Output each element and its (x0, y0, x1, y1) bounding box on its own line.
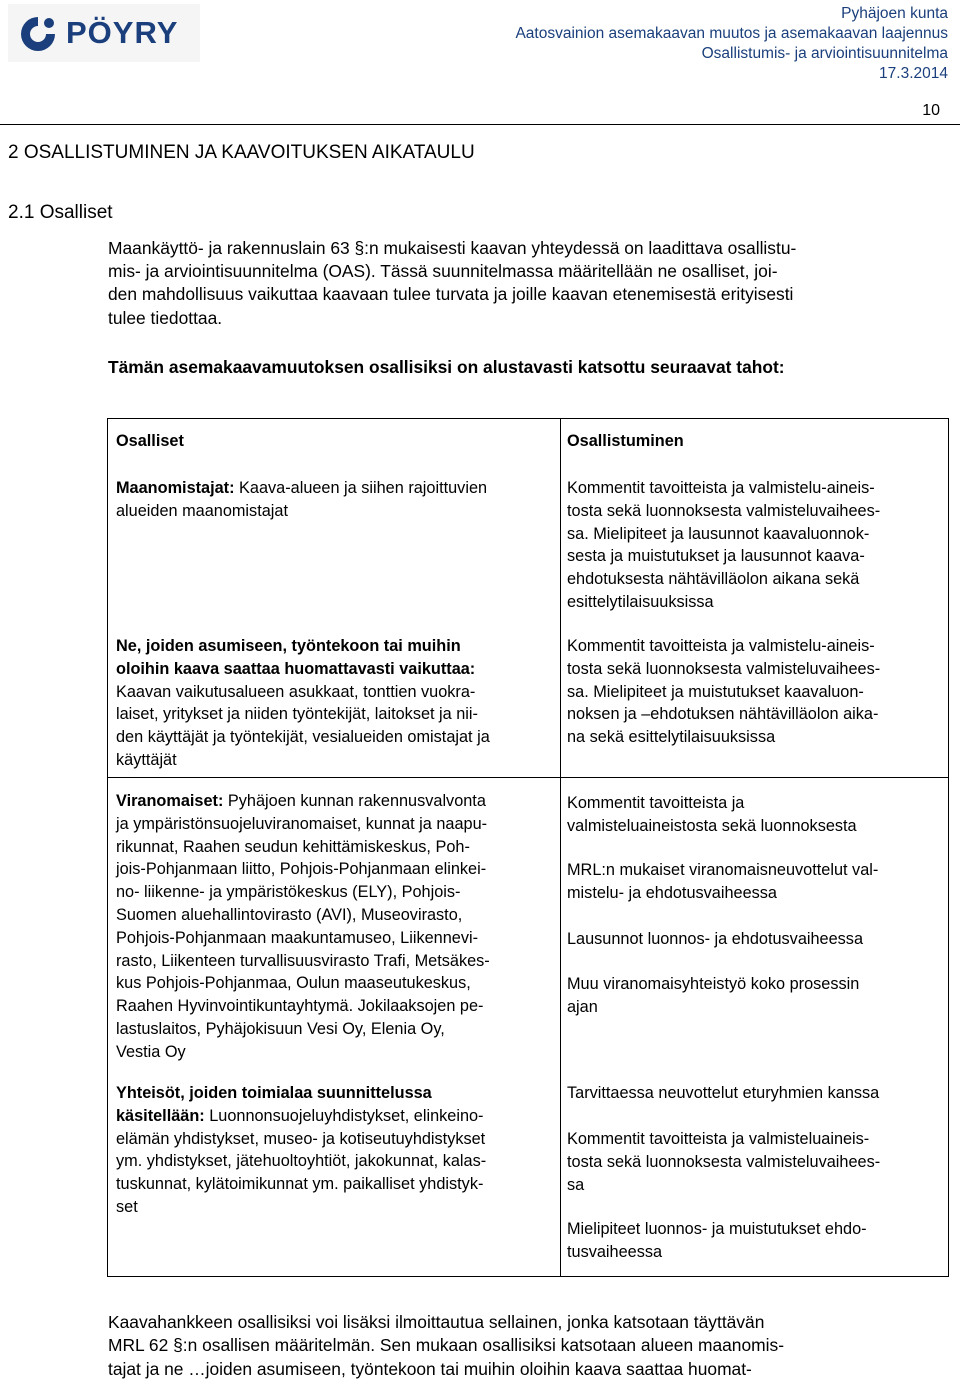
section-heading: 2 OSALLISTUMINEN JA KAAVOITUKSEN AIKATAULU (8, 142, 475, 163)
intro-line: den mahdollisuus vaikuttaa kaavaan tulee turvata ja joille kaavan etenemisestä erityisesti (108, 284, 794, 305)
row-text: tusvaiheessa (567, 1242, 663, 1261)
row-text: sa. Mielipiteet ja lausunnot kaavaluonnok- (567, 524, 870, 543)
row-text: ehdotuksesta nähtävilläolon aikana sekä (567, 570, 860, 589)
row-text: jois-Pohjanmaan liitto, Pohjois-Pohjanmaan elinkei- (116, 860, 487, 879)
row-text: Raahen Hyvinvointikuntayhtymä. Jokilaaksojen pe- (116, 997, 484, 1016)
row-text: alueiden maanomistajat (116, 501, 288, 520)
row-text: tosta sekä luonnoksesta valmisteluvaihees- (567, 501, 881, 520)
row-text: den käyttäjät ja työntekijät, vesialueiden omistajat ja (116, 728, 490, 747)
row-text: tosta sekä luonnoksesta valmisteluvaihees- (567, 659, 881, 678)
row-affected-participation (567, 635, 943, 749)
row-text: esittelytilaisuuksissa (567, 592, 714, 611)
row-text: valmisteluaineistosta sekä luonnoksesta (567, 816, 857, 835)
col-header-osallistuminen: Osallistuminen (567, 432, 684, 450)
column-divider (560, 778, 561, 1276)
row-label: Ne, joiden asumiseen, työntekoon tai muihin (116, 637, 461, 655)
row-text: rikunnat, Raahen seudun kehittämiskeskus, Poh- (116, 837, 470, 856)
row-text: Pyhäjoen kunnan rakennusvalvonta (223, 792, 486, 810)
row-text: na sekä esittelytilaisuuksissa (567, 728, 776, 747)
row-landowners-parties (116, 477, 554, 523)
logo-wordmark: PÖYRY (66, 15, 179, 50)
row-text: ym. yhdistykset, jätehuoltoyhtiöt, jakokunnat, kalas- (116, 1152, 487, 1171)
row-communities-participation-c (567, 1218, 943, 1264)
row-text: lastuslaitos, Pyhäjokisuun Vesi Oy, Elenia Oy, (116, 1019, 445, 1038)
header-project: Aatosvainion asemakaavan muutos ja asemakaavan laajennus (515, 25, 948, 42)
row-text: Tarvittaessa neuvottelut eturyhmien kanssa (567, 1084, 880, 1102)
row-text: elämän yhdistykset, museo- ja kotiseutuyhdistykset (116, 1129, 486, 1148)
row-authorities-participation-c (567, 928, 943, 951)
row-label: käsitellään: (116, 1106, 205, 1125)
row-text: set (116, 1197, 138, 1216)
row-text: Kommentit tavoitteista ja (567, 794, 745, 812)
col-header-osalliset: Osalliset (116, 432, 184, 450)
intro-line: Maankäyttö- ja rakennuslain 63 §:n mukaisesti kaavan yhteydessä on laadittava osallistu- (108, 238, 797, 258)
row-text: Muu viranomaisyhteistyö koko prosessin (567, 975, 860, 993)
column-divider (560, 419, 561, 778)
row-text: noksen ja –ehdotuksen nähtävilläolon aika- (567, 705, 879, 724)
poyry-logo-mark-icon (16, 15, 60, 53)
subsection-heading: 2.1 Osalliset (8, 202, 113, 223)
lead-sentence: Tämän asemakaavamuutoksen osallisiksi on alustavasti katsottu seuraavat tahot: (108, 357, 785, 377)
row-text: Luonnonsuojeluyhdistykset, elinkeino- (204, 1106, 484, 1125)
page-number: 10 (922, 102, 940, 119)
row-text: Lausunnot luonnos- ja ehdotusvaiheessa (567, 930, 863, 948)
intro-line: mis- ja arviointisuunnitelma (OAS). Tässä suunnitelmassa määritellään ne osalliset, joi- (108, 261, 778, 282)
row-text: Kaavan vaikutusalueen asukkaat, tonttien vuokra- (116, 682, 476, 701)
row-divider (108, 777, 948, 778)
row-authorities-parties (116, 790, 554, 1064)
row-text: kus Pohjois-Pohjanmaa, Oulun maaseutukeskus, (116, 974, 471, 993)
row-text: tosta sekä luonnoksesta valmisteluvaihees- (567, 1152, 881, 1171)
row-communities-participation-a (567, 1082, 943, 1105)
row-text: rasto, Liikenteen turvallisuusvirasto Trafi, Metsäkes- (116, 951, 490, 970)
row-text: Kaava-alueen ja siihen rajoittuvien (234, 479, 488, 497)
row-text: käyttäjät (116, 750, 177, 769)
footer-line: Kaavahankkeen osallisiksi voi lisäksi ilmoittautua sellainen, jonka katsotaan täyttävän (108, 1312, 765, 1332)
header-divider (0, 124, 960, 125)
row-authorities-participation-d (567, 973, 943, 1019)
row-text: ajan (567, 997, 598, 1016)
row-text: mistelu- ja ehdotusvaiheessa (567, 883, 777, 902)
row-text: sa. Mielipiteet ja muistutukset kaavaluon- (567, 682, 864, 701)
footer-line: tajat ja ne …joiden asumiseen, työntekoon tai muihin oloihin kaava saattaa huomat- (108, 1358, 752, 1379)
intro-line: tulee tiedottaa. (108, 307, 223, 328)
row-label: Yhteisöt, joiden toimialaa suunnittelussa (116, 1084, 432, 1102)
row-text: tuskunnat, kylätoimikunnat ym. paikalliset yhdistyk- (116, 1175, 484, 1194)
row-text: Pohjois-Pohjanmaan maakuntamuseo, Liikennevi- (116, 928, 479, 947)
header-municipality: Pyhäjoen kunta (841, 5, 948, 22)
footer-paragraph (108, 1311, 950, 1381)
row-text: Kommentit tavoitteista ja valmisteluaineis- (567, 1130, 870, 1148)
row-text: sesta ja muistutukset ja lausunnot kaava- (567, 547, 865, 566)
row-text: Kommentit tavoitteista ja valmistelu-aineis- (567, 637, 875, 655)
row-text: no- liikenne- ja ympäristökeskus (ELY), Pohjois- (116, 883, 461, 902)
row-landowners-participation (567, 477, 943, 614)
row-text: Mielipiteet luonnos- ja muistutukset ehdo- (567, 1220, 867, 1238)
row-label: Maanomistajat: (116, 479, 235, 497)
row-text: Kommentit tavoitteista ja valmistelu-aineis- (567, 479, 875, 497)
row-label: oloihin kaava saattaa huomattavasti vaikuttaa: (116, 659, 476, 678)
row-text: Suomen aluehallintovirasto (AVI), Museovirasto, (116, 905, 463, 924)
stakeholder-table (107, 418, 949, 1277)
row-affected-parties (116, 635, 554, 772)
row-text: laiset, yritykset ja niiden työntekijät, laitokset ja nii- (116, 705, 478, 724)
header-date: 17.3.2014 (879, 65, 948, 82)
row-label: Viranomaiset: (116, 792, 224, 810)
footer-line: MRL 62 §:n osallisen määritelmän. Sen mukaan osallisiksi katsotaan alueen maanomis- (108, 1335, 784, 1356)
row-text: ja ympäristönsuojeluviranomaiset, kunnat ja naapu- (116, 814, 488, 833)
row-authorities-participation-b (567, 859, 943, 905)
header-doc-type: Osallistumis- ja arviointisuunnitelma (701, 45, 948, 62)
row-text: MRL:n mukaiset viranomaisneuvottelut val- (567, 861, 879, 879)
intro-paragraph (108, 237, 950, 330)
row-authorities-participation-a (567, 792, 943, 838)
company-logo (8, 4, 200, 62)
row-communities-participation-b (567, 1128, 943, 1196)
running-header (515, 4, 948, 84)
row-communities-parties (116, 1082, 554, 1219)
row-text: Vestia Oy (116, 1042, 186, 1061)
row-text: sa (567, 1175, 585, 1194)
